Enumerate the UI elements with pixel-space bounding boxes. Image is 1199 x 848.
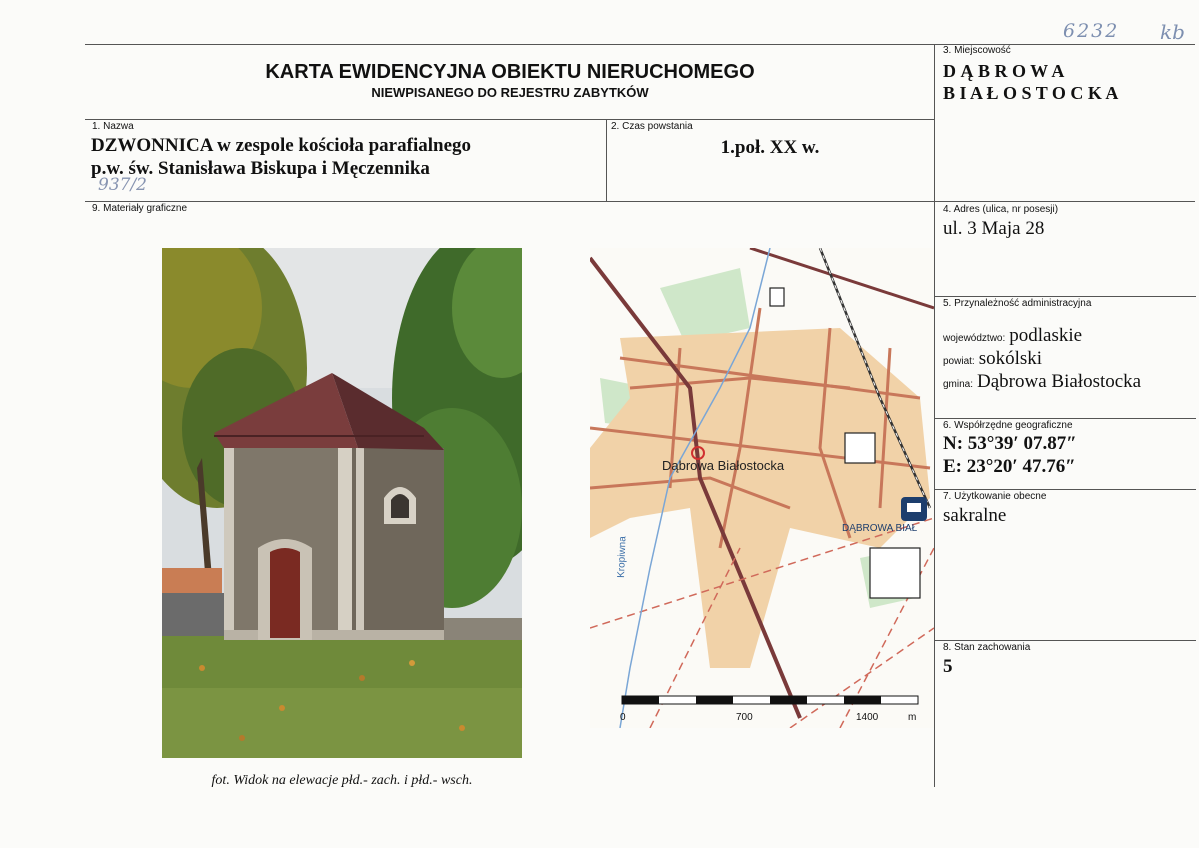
card-subtitle: NIEWPISANEGO DO REJESTRU ZABYTKÓW	[371, 85, 649, 100]
header-bottom-rule	[85, 119, 935, 120]
map-station-label: DĄBROWA BIAŁ	[842, 523, 918, 534]
scale-unit: m	[908, 712, 917, 723]
field-3-line2: B I A Ł O S T O C K A	[943, 83, 1119, 103]
field-2-label: 2. Czas powstania	[611, 121, 693, 132]
rule-7-8	[934, 640, 1196, 641]
rule-5-6	[934, 418, 1196, 419]
location-map	[590, 248, 934, 728]
main-divider	[934, 44, 935, 787]
admin-row-county	[943, 348, 1042, 370]
field-4-value: ul. 3 Maja 28	[943, 218, 1045, 239]
admin-key-voivodeship: województwo:	[943, 333, 1006, 344]
field-9-label: 9. Materiały graficzne	[92, 203, 188, 214]
admin-value-county: sokólski	[978, 348, 1043, 369]
name-date-divider	[606, 119, 607, 201]
initials: kb	[1160, 20, 1185, 44]
field-7-label: 7. Użytkowanie obecne	[943, 491, 1047, 502]
admin-value-voivodeship: podlaskie	[1009, 325, 1083, 346]
admin-row-voivodeship	[943, 325, 1082, 347]
scale-tick-1400: 1400	[856, 712, 879, 723]
field-5-label: 5. Przynależność administracyjna	[943, 298, 1092, 309]
admin-row-municipality	[943, 371, 1141, 393]
field-2-value: 1.poł. XX w.	[720, 137, 820, 158]
coord-north: N: 53°39′ 07.87″	[943, 433, 1077, 454]
field-1-line1: DZWONNICA w zespole kościoła parafialnego	[91, 135, 471, 156]
coord-east: E: 23°20′ 47.76″	[943, 456, 1076, 477]
top-rule	[85, 44, 1195, 45]
field-8-label: 8. Stan zachowania	[943, 642, 1031, 653]
card-title: KARTA EWIDENCYJNA OBIEKTU NIERUCHOMEGO	[265, 61, 755, 83]
rule-4-5	[934, 296, 1196, 297]
handwritten-id: 937/2	[98, 175, 147, 195]
field-1-line2: p.w. św. Stanisława Biskupa i Męczennika	[91, 158, 430, 179]
field-3-line1: D Ą B R O W A	[943, 61, 1065, 81]
map-river-label: Kropiwna	[616, 536, 629, 579]
field-7-value: sakralne	[943, 505, 1007, 526]
rule-6-7	[934, 489, 1196, 490]
admin-key-county: powiat:	[943, 356, 975, 367]
field-1-label: 1. Nazwa	[92, 121, 134, 132]
field-3-label: 3. Miejscowość	[943, 45, 1011, 56]
belfry-right-wall	[352, 443, 444, 640]
scale-tick-700: 700	[736, 712, 753, 723]
field-4-label: 4. Adres (ulica, nr posesji)	[943, 204, 1059, 215]
field-6-label: 6. Współrzędne geograficzne	[943, 420, 1073, 431]
admin-key-municipality: gmina:	[943, 379, 974, 390]
map-town-label: Dąbrowa Białostocka	[662, 458, 785, 473]
name-bottom-rule	[85, 201, 1195, 202]
field-8-value: 5	[943, 656, 953, 677]
inventory-number: 6232	[1063, 20, 1120, 42]
photo-caption: fot. Widok na elewacje płd.- zach. i płd.- wsch.	[211, 773, 473, 788]
scale-tick-0: 0	[620, 712, 626, 723]
belfry-photo	[162, 248, 522, 758]
admin-value-municipality: Dąbrowa Białostocka	[977, 371, 1142, 392]
